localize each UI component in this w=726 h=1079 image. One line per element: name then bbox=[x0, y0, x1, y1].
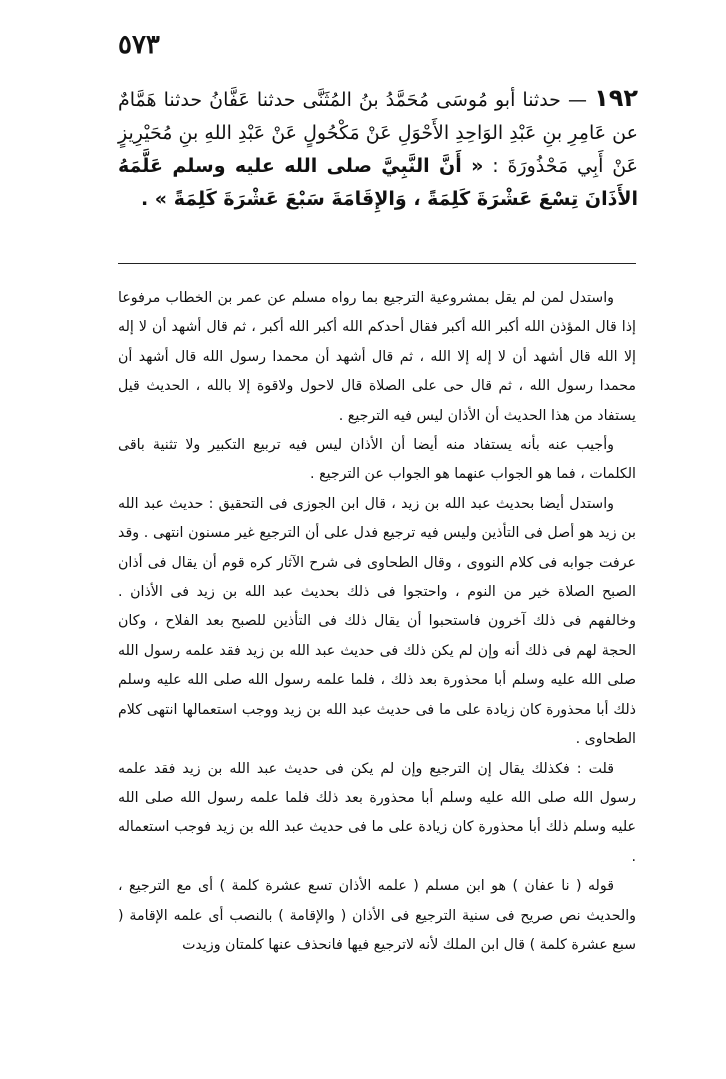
commentary bbox=[118, 284, 636, 960]
section-divider bbox=[118, 263, 636, 264]
commentary-paragraph: قلت : فكذلك يقال إن الترجيع وإن لم يكن فى حديث عبد الله بن زيد فقد علمه رسول الله صلى الله عليه وسلم أبا محذورة بعد ذلك فلما علمه رسول الله صلى الله عليه وسلم ذلك أبا محذورة كان زيادة على ما فى حديث عبد الله بن زيد فوجب استعماله . bbox=[118, 760, 636, 865]
commentary-paragraph: قوله ( نا عفان ) هو ابن مسلم ( علمه الأذان تسع عشرة كلمة ) أى مع الترجيع ، والحديث نص صريح فى سنية الترجيع فى الأذان ( والإقامة ) بالنصب أى علمه الإقامة ( سبع عشرة كلمة ) قال ابن الملك لأنه لاترجيع فيها فانحذف عنها كلمتان وزيدت bbox=[118, 878, 636, 953]
page-number: ٥٧٣ bbox=[118, 30, 160, 60]
commentary-paragraph: واستدل أيضا بحديث عبد الله بن زيد ، قال ابن الجوزى فى التحقيق : حديث عبد الله بن زيد هو أصل فى التأذين وليس فيه ترجيع فدل على أن الترجيع غير مسنون انتهى . وقد عرفت جوابه فى كلام النووى ، وقال الطحاوى فى شرح الآثار كره قوم أن يقال فى أذان الصبح الصلاة خير من النوم ، واحتجوا فى ذلك بحديث عبد الله بن زيد فى الأذان . وخالفهم فى ذلك آخرون فاستحبوا أن يقال ذلك فى التأذين للصبح بعد الفلاح ، وكان الحجة لهم فى ذلك أنه وإن لم يكن ذلك فى حديث عبد الله بن زيد فقد علمه رسول الله صلى الله عليه وسلم أبا محذورة بعد ذلك ، فلما علمه رسول الله صلى الله عليه وسلم ذلك أبا محذورة كان زيادة على ما فى حديث عبد الله بن زيد ووجب استعمالها انتهى كلام الطحاوى . bbox=[118, 495, 636, 748]
hadith-isnad: حدثنا أبو مُوسَى مُحَمَّدُ بنُ المُثَنَّى حدثنا عَفَّانُ حدثنا هَمَّامٌ عن عَامِرِ بنِ عَبْدِ الوَاحِدِ الأَحْوَلِ عَنْ مَكْحُولٍ عَنْ عَبْدِ اللهِ بنِ مُحَيْرِيزٍ عَنْ أَبِي مَحْذُورَةَ : bbox=[118, 89, 638, 177]
commentary-paragraph: واستدل لمن لم يقل بمشروعية الترجيع بما رواه مسلم عن عمر بن الخطاب مرفوعا إذا قال المؤذن الله أكبر الله أكبر فقال أحدكم الله أكبر الله أكبر ، ثم قال أشهد أن لا إله إلا الله قال أشهد أن لا إله إلا الله ، ثم قال أشهد أن محمدا رسول الله قال أشهد أن محمدا رسول الله ، ثم قال حى على الصلاة قال لاحول ولاقوة إلا بالله ، الحديث قيل يستفاد من هذا الحديث أن الأذان ليس فيه الترجيع . bbox=[118, 290, 636, 424]
hadith-number: ١٩٢ bbox=[594, 84, 639, 112]
hadith-dash: — bbox=[568, 89, 587, 111]
hadith-block bbox=[118, 82, 638, 216]
hadith-matn: « أَنَّ النَّبِيَّ صلى الله عليه وسلم عَلَّمَهُ الأَذَانَ تِسْعَ عَشْرَةَ كَلِمَةً ، وَالإِقَامَةَ سَبْعَ عَشْرَةَ كَلِمَةً » . bbox=[118, 155, 638, 210]
commentary-paragraph: وأجيب عنه بأنه يستفاد منه أيضا أن الأذان ليس فيه تربيع التكبير ولا تثنية باقى الكلمات ، فما هو الجواب عنهما هو الجواب عن الترجيع . bbox=[118, 437, 636, 483]
